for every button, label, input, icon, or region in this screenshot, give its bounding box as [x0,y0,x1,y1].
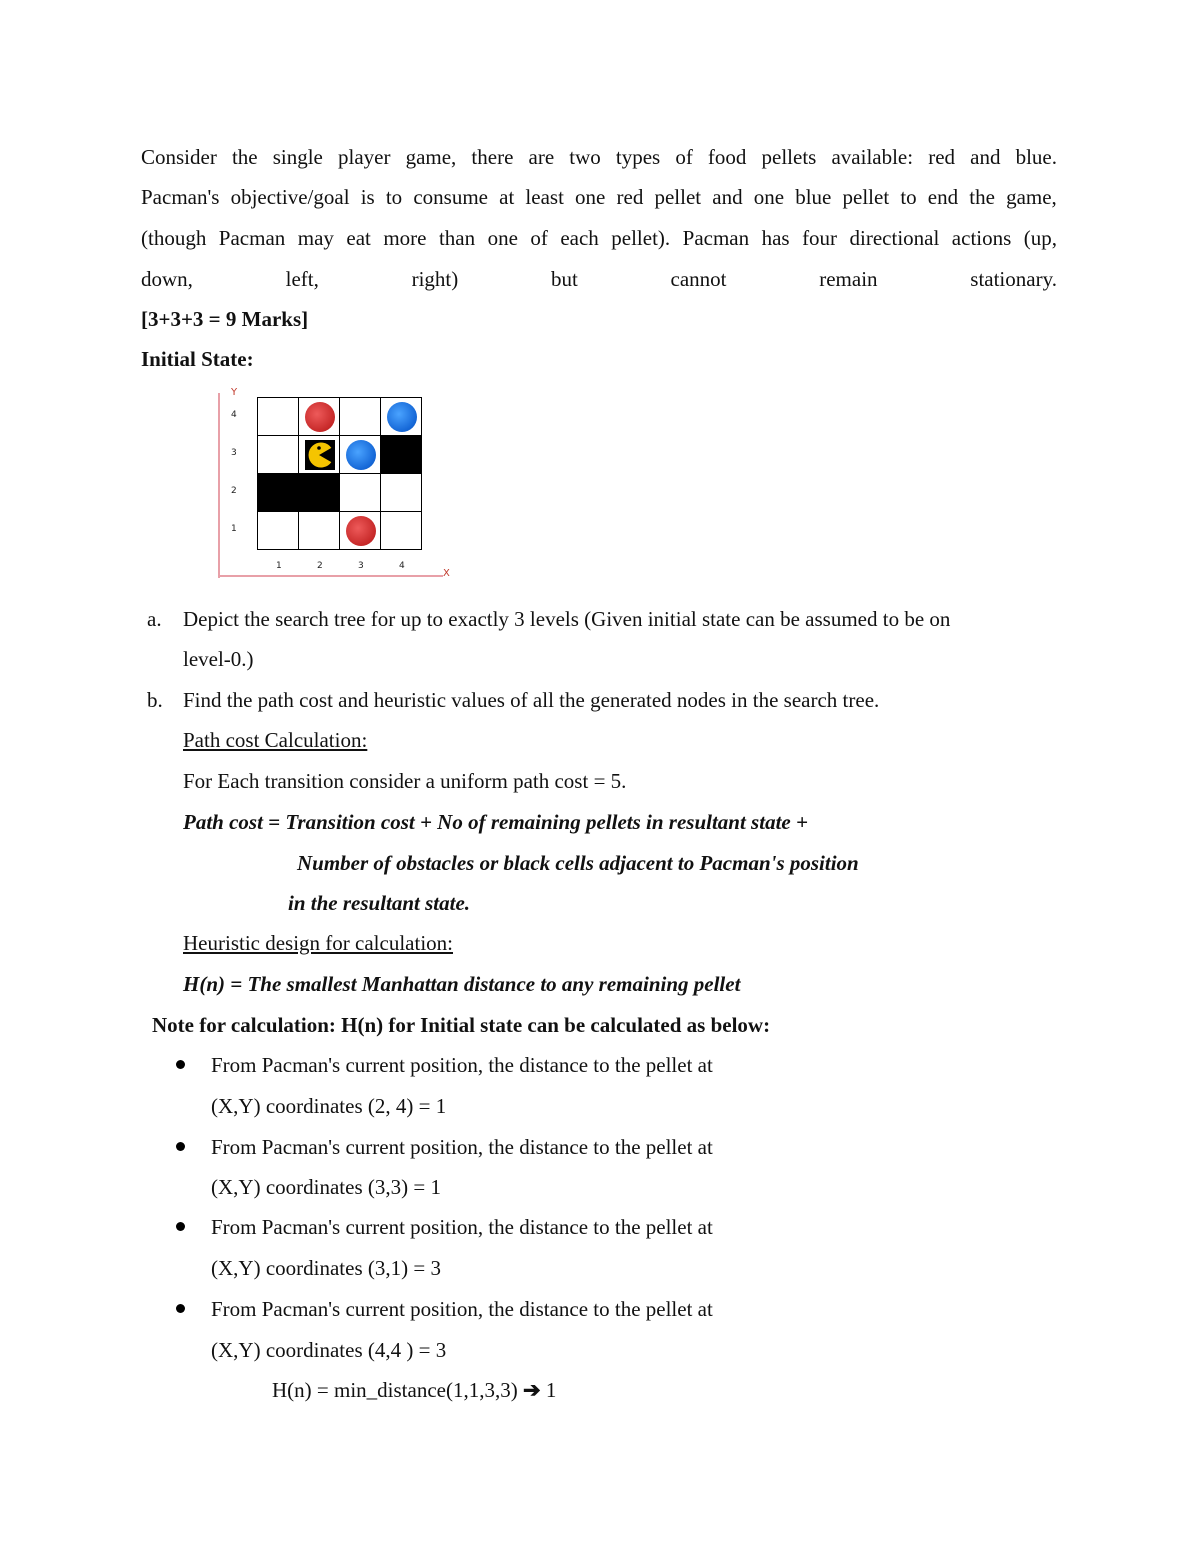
bullet-3-line-1: From Pacman's current position, the distance to the pellet at [211,1215,713,1239]
intro-line-3-word: actions [951,226,1012,250]
x-tick-label: 1 [276,561,282,571]
intro-line-3-word: one [487,226,518,250]
intro-line-3-word: more [383,226,427,250]
y-tick-label: 2 [231,486,237,496]
intro-line-2-word: Pacman's [141,185,220,209]
x-tick-label: 3 [358,561,364,571]
y-axis [218,393,220,578]
heuristic-formula: H(n) = The smallest Manhattan distance to any remaining pellet [183,972,741,996]
intro-line-1-word: blue. [1015,145,1057,169]
x-axis [218,575,443,577]
question-a-line-1: Depict the search tree for up to exactly 3 levels (Given initial state can be assumed to be on [183,607,951,631]
intro-line-3-word: (though [141,226,207,250]
intro-line-2-word: to [900,185,917,209]
intro-line-4-word: stationary. [970,267,1057,291]
question-a-line-2: level-0.) [183,647,254,671]
obstacle-cell [298,473,340,512]
intro-line-2-word: end [927,185,959,209]
intro-line-3-word: (up, [1023,226,1057,250]
blue-pellet-icon [346,440,376,470]
intro-line-2-word: is [360,185,375,209]
y-tick-label: 1 [231,524,237,534]
path-cost-heading: Path cost Calculation: [183,728,368,752]
intro-line-3-word: four [802,226,838,250]
intro-line-3-word: pellet). [611,226,671,250]
question-b-line-1: Find the path cost and heuristic values of all the generated nodes in the search tree. [183,688,880,712]
intro-line-3-word: may [297,226,334,250]
intro-line-3-word: directional [849,226,940,250]
intro-line-2-word: objective/goal [230,185,350,209]
question-a-label: a. [147,607,162,631]
y-tick-label: 4 [231,410,237,420]
intro-line-1-word: and [970,145,1001,169]
bullet-2-line-1: From Pacman's current position, the distance to the pellet at [211,1135,713,1159]
pacman-grid-figure [210,385,465,590]
grid-cell [298,511,340,550]
path-cost-formula-line-1: Path cost = Transition cost + No of remaining pellets in resultant state + [183,810,808,834]
red-pellet-icon [305,402,335,432]
bullet-dot-4 [176,1304,185,1313]
x-tick-label: 4 [399,561,405,571]
intro-line-2-word: pellet [654,185,702,209]
intro-line-2-word: least [525,185,564,209]
grid-cell [257,397,299,436]
intro-line-2-word: blue [795,185,832,209]
heuristic-result [272,1378,1188,1402]
intro-line-1-word: are [528,145,555,169]
intro-line-1-word: game, [405,145,457,169]
intro-line-2-word: the [969,185,995,209]
intro-line-2 [141,185,1057,209]
intro-line-3-word: eat [346,226,371,250]
intro-line-4 [141,267,1057,291]
intro-line-2-word: at [499,185,515,209]
intro-line-3-word: has [761,226,790,250]
bullet-4-line-2: (X,Y) coordinates (4,4 ) = 3 [211,1338,447,1362]
grid-cell [257,435,299,474]
x-axis-label: X [443,568,450,579]
grid-cell [257,511,299,550]
intro-line-1-word: red [928,145,956,169]
initial-state-heading: Initial State: [141,347,254,371]
intro-line-3-word: Pacman [682,226,750,250]
intro-line-4-word: down, [141,267,193,291]
intro-line-3-word: than [438,226,476,250]
intro-line-1-word: the [231,145,258,169]
intro-line-2-word: and [712,185,743,209]
heuristic-result-expression: H(n) = min_distance(1,1,3,3) [272,1378,518,1402]
bullet-1-line-1: From Pacman's current position, the distance to the pellet at [211,1053,713,1077]
bullet-dot-3 [176,1222,185,1231]
right-arrow-icon: ➔ [522,1378,541,1402]
intro-line-3-word: each [560,226,599,250]
y-axis-label: Y [231,387,238,398]
bullet-3-line-2: (X,Y) coordinates (3,1) = 3 [211,1256,441,1280]
intro-line-1-word: pellets [761,145,817,169]
intro-line-2-word: one [753,185,785,209]
marks-label: [3+3+3 = 9 Marks] [141,307,309,331]
intro-line-4-word: right) [411,267,459,291]
grid-cell [380,473,422,512]
intro-line-3-word: of [530,226,548,250]
heuristic-result-value: 1 [545,1378,557,1402]
intro-line-1-word: types [615,145,661,169]
intro-line-4-word: left, [285,267,319,291]
intro-line-4-word: but [550,267,578,291]
pacman-shape [305,440,335,470]
intro-line-1-word: single [272,145,323,169]
bullet-dot-2 [176,1142,185,1151]
intro-line-2-word: to [385,185,403,209]
grid-cell [339,397,381,436]
intro-line-1-word: food [707,145,747,169]
intro-line-1-word: available: [831,145,914,169]
bullet-dot-1 [176,1060,185,1069]
pacman-icon [305,440,335,470]
intro-line-1-word: of [675,145,693,169]
blue-pellet-icon [387,402,417,432]
heuristic-heading: Heuristic design for calculation: [183,931,453,955]
intro-line-2-word: one [575,185,606,209]
note-heading: Note for calculation: H(n) for Initial state can be calculated as below: [152,1013,771,1037]
grid-cell [380,511,422,550]
path-cost-uniform: For Each transition consider a uniform path cost = 5. [183,769,627,793]
intro-line-1-word: player [337,145,391,169]
path-cost-formula-line-3: in the resultant state. [288,891,471,915]
bullet-2-line-2: (X,Y) coordinates (3,3) = 1 [211,1175,441,1199]
intro-line-3 [141,226,1057,250]
intro-line-2-word: red [616,185,644,209]
intro-line-3-word: Pacman [218,226,286,250]
intro-line-4-word: remain [819,267,878,291]
obstacle-cell [380,435,422,474]
x-tick-label: 2 [317,561,323,571]
intro-line-2-word: consume [413,185,488,209]
bullet-1-line-2: (X,Y) coordinates (2, 4) = 1 [211,1094,447,1118]
intro-line-1 [141,145,1057,169]
intro-line-2-word: pellet [842,185,890,209]
question-b-label: b. [147,688,163,712]
path-cost-formula-line-2: Number of obstacles or black cells adjacent to Pacman's position [297,851,859,875]
grid-cell [339,473,381,512]
intro-line-2-word: game, [1006,185,1057,209]
intro-line-4-word: cannot [670,267,727,291]
red-pellet-icon [346,516,376,546]
intro-line-1-word: two [569,145,601,169]
obstacle-cell [257,473,299,512]
intro-line-1-word: there [471,145,514,169]
intro-line-1-word: Consider [141,145,217,169]
bullet-4-line-1: From Pacman's current position, the distance to the pellet at [211,1297,713,1321]
y-tick-label: 3 [231,448,237,458]
